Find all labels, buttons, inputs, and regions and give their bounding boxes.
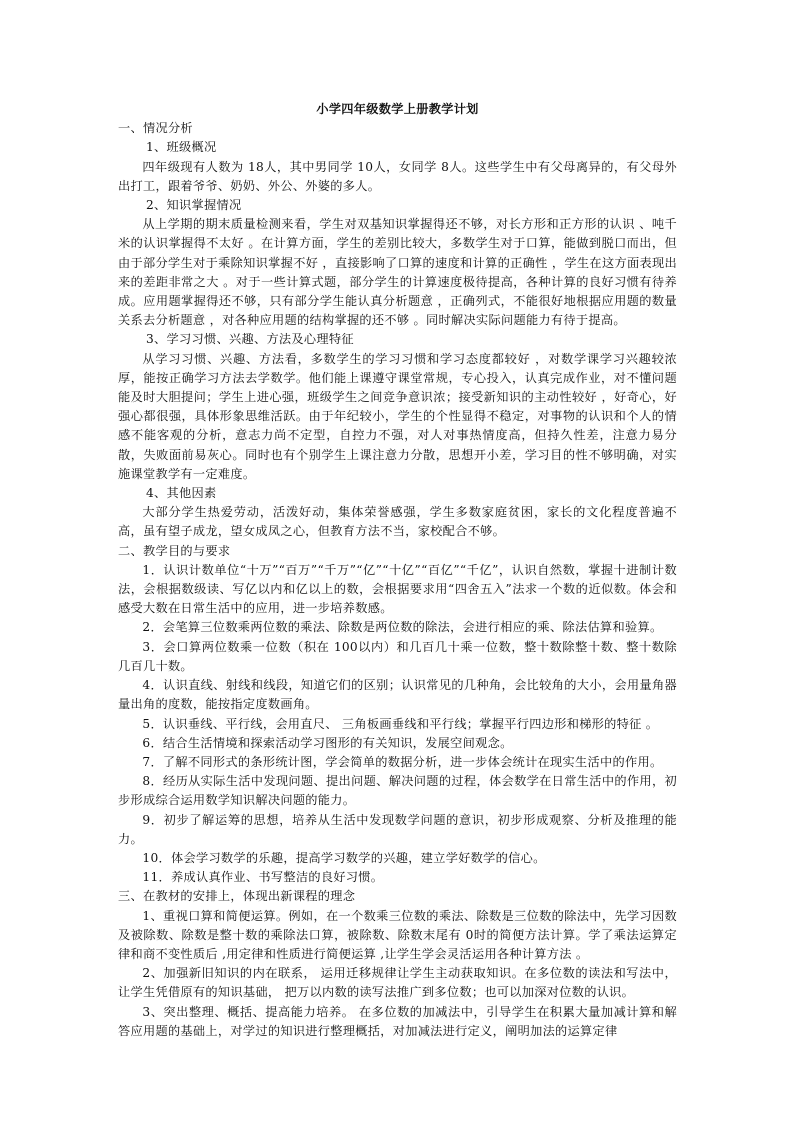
- paragraph-class-overview: 四年级现有人数为 18人，其中男同学 10人，女同学 8人。这些学生中有父母离异的，有父母外出打工，跟着爷爷、奶奶、外公、外婆的多人。: [118, 159, 677, 193]
- section-heading-curriculum: 三、在教材的安排上，体现出新课程的理念: [118, 889, 356, 904]
- subheading-other-factors: 4、其他因素: [146, 486, 217, 501]
- goal-item: 3．会口算两位数乘一位数（积在 100以内）和几百几十乘一位数，整十数除整十数、整十数除几百几十数。: [118, 639, 677, 673]
- section-heading-situation: 一、情况分析: [118, 121, 193, 136]
- paragraph-other-factors: 大部分学生热爱劳动，活泼好动，集体荣誉感强，学生多数家庭贫困，家长的文化程度普遍不高，虽有望子成龙，望女成凤之心，但教育方法不当，家校配合不够。: [118, 505, 677, 539]
- goal-item: 2．会笔算三位数乘两位数的乘法、除数是两位数的除法，会进行相应的乘、除法估算和验算。: [142, 620, 663, 635]
- goal-item: 5．认识垂线、平行线，会用直尺、 三角板画垂线和平行线；掌握平行四边形和梯形的特征 。: [142, 716, 659, 731]
- goal-item: 10．体会学习数学的乐趣，提高学习数学的兴趣，建立学好数学的信心。: [142, 850, 546, 865]
- curriculum-item: 1、重视口算和简便运算。例如，在一个数乘三位数的乘法、除数是三位数的除法中，先学习因数及被除数、除数是整十数的乘除法口算，被除数、除数末尾有 0时的简便方法计算。学了乘法运算定律和商不变性质后 ,用定律和性质进行简便运算 ,让学生学会灵活运用各种计算方法 。: [118, 908, 677, 961]
- subheading-knowledge: 2、知识掌握情况: [146, 198, 242, 213]
- goal-item: 11．养成认真作业、书写整洁的良好习惯。: [142, 870, 384, 885]
- goal-item: 4．认识直线、射线和线段，知道它们的区别；认识常见的几种角，会比较角的大小，会用量角器量出角的度数，能按指定度数画角。: [118, 678, 677, 712]
- document-page: [118, 100, 677, 1041]
- curriculum-item: 2、加强新旧知识的内在联系， 运用迁移规律让学生主动获取知识。在多位数的读法和写法中，让学生凭借原有的知识基础， 把万以内数的读写法推广到多位数；也可以加深对位数的认识。: [118, 966, 677, 1000]
- document-title: 小学四年级数学上册教学计划: [316, 102, 479, 116]
- curriculum-item: 3、突出整理、概括、提高能力培养。 在多位数的加减法中，引导学生在积累大量加减计算和解答应用题的基础上，对学过的知识进行整理概括，对加减法进行定义，阐明加法的运算定律: [118, 1004, 677, 1038]
- goal-item: 8．经历从实际生活中发现问题、提出问题、解决问题的过程，体会数学在日常生活中的作用，初步形成综合运用数学知识解决问题的能力。: [118, 774, 677, 808]
- goal-item: 6．结合生活情境和探索活动学习图形的有关知识，发展空间观念。: [142, 735, 513, 750]
- section-heading-goals: 二、教学目的与要求: [118, 543, 231, 558]
- goal-item: 9．初步了解运筹的思想，培养从生活中发现数学问题的意识，初步形成观察、分析及推理的能力。: [118, 812, 677, 846]
- goal-item: 7．了解不同形式的条形统计图，学会简单的数据分析，进一步体会统计在现实生活中的作用。: [142, 754, 663, 769]
- paragraph-knowledge: 从上学期的期末质量检测来看，学生对双基知识掌握得还不够，对长方形和正方形的认识 、吨千米的认识掌握得不太好 。在计算方面，学生的差别比较大，多数学生对于口算，能做到脱口而出，但由于部分学生对于乘除知识掌握不好 ，直接影响了口算的速度和计算的正确性 ，学生在这方面表现出来的差距非常之大 。对于一些计算式题，部分学生的计算速度极待提高，各种计算的良好习惯有待养成。应用题掌握得还不够，只有部分学生能认真分析题意 ，正确列式，不能很好地根据应用题的数量关系去分析题意 ，对各种应用题的结构掌握的还不够 。同时解决实际问题能力有待于提高。: [118, 217, 677, 328]
- goal-item: 1．认识计数单位“十万”“百万”“千万”“亿”“十亿”“百亿”“千亿”，认识自然数，掌握十进制计数法，会根据数级读、写亿以内和亿以上的数，会根据要求用“四舍五入”法求一个数的近似数。体会和感受大数在日常生活中的应用，进一步培养数感。: [118, 562, 677, 616]
- subheading-class-overview: 1、班级概况: [146, 140, 217, 155]
- subheading-habits: 3、学习习惯、兴趣、方法及心理特征: [146, 332, 354, 347]
- paragraph-habits: 从学习习惯、兴趣、方法看，多数学生的学习习惯和学习态度都较好 ，对数学课学习兴趣较浓厚，能按正确学习方法去学数学。他们能上课遵守课堂常规，专心投入，认真完成作业，对不懂问题能及时大胆提问；学生上进心强，班级学生之间竞争意识浓；接受新知识的主动性较好 ，好奇心，好强心都很强，具体形象思维活跃。由于年纪较小，学生的个性显得不稳定，对事物的认识和个人的情感不能客观的分析，意志力尚不定型，自控力不强，对人对事热情度高，但持久性差，注意力易分散，失败面前易灰心。同时也有个别学生上课注意力分散，思想开小差，学习目的性不够明确，对实施课堂教学有一定难度。: [118, 351, 677, 481]
